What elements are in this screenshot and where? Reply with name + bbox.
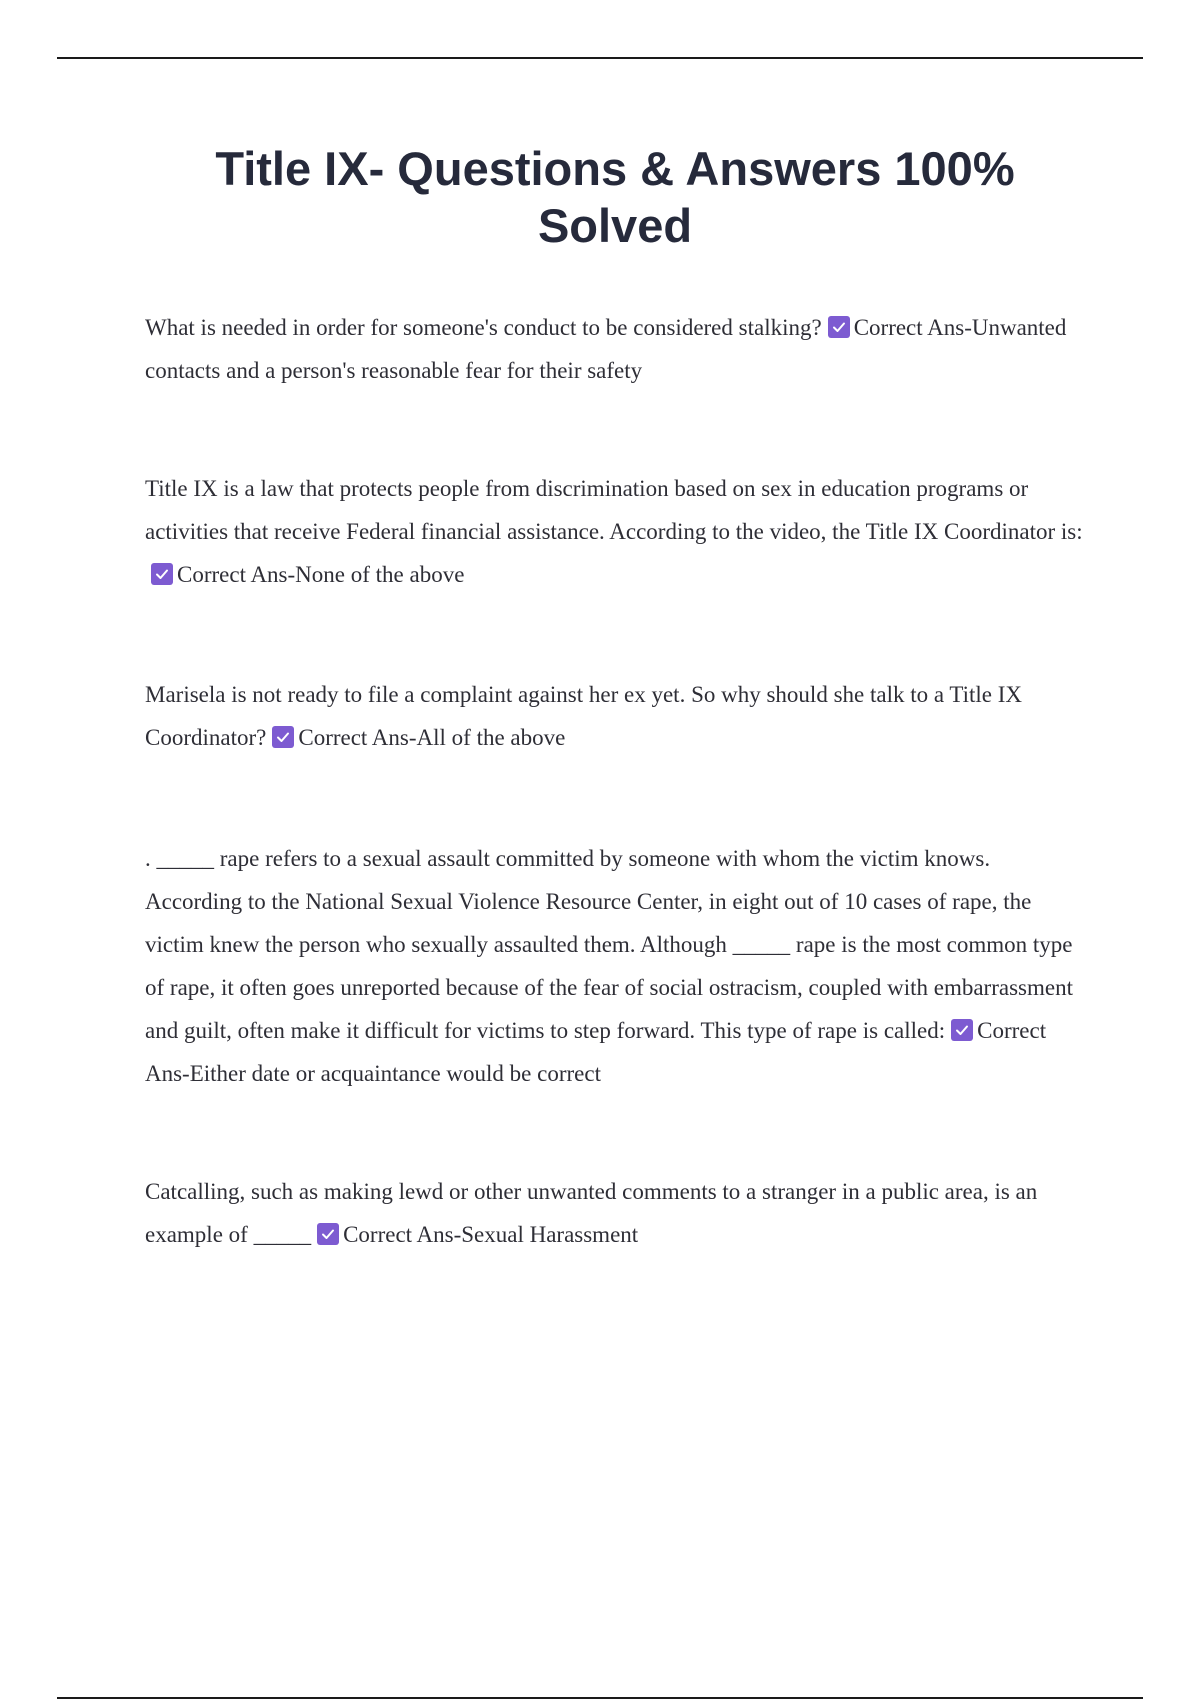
page-title: Title IX- Questions & Answers 100% Solved: [215, 142, 1015, 252]
answer-text: Correct Ans-All of the above: [298, 725, 566, 750]
check-box-icon: [951, 1019, 973, 1041]
top-rule: [57, 57, 1143, 59]
qa-item: [145, 837, 1090, 1170]
question-text: . _____ rape refers to a sexual assault committed by someone with whom the victim knows. According to the National Sexual Violence Resource Center, in eight out of 10 cases of rape, the victim knew the person who sexually assaulted them. Although _____ rape is the most common type of rape, it often goes unreported because of the fear of social ostracism, coupled with embarrassment and guilt, often make it difficult for victims to step forward. This type of rape is called:: [145, 846, 1073, 1043]
qa-item: [145, 1170, 1090, 1260]
check-box-icon: [272, 726, 294, 748]
answer-text: Correct Ans-Unwanted contacts and a person's reasonable fear for their safety: [145, 315, 1067, 383]
question-text: Catcalling, such as making lewd or other unwanted comments to a stranger in a public area, is an example of _____: [145, 1179, 1038, 1247]
qa-item: [145, 673, 1090, 837]
question-text: Title IX is a law that protects people from discrimination based on sex in education programs or activities that receive Federal financial assistance. According to the video, the Title IX Coordinator is:: [145, 476, 1083, 544]
bottom-rule: [57, 1697, 1143, 1699]
question-text: What is needed in order for someone's conduct to be considered stalking?: [145, 315, 822, 340]
answer-text: Correct Ans-Sexual Harassment: [343, 1222, 639, 1247]
check-box-icon: [317, 1223, 339, 1245]
question-text: Marisela is not ready to file a complaint against her ex yet. So why should she talk to a Title IX Coordinator?: [145, 682, 1023, 750]
answer-text: Correct Ans-Either date or acquaintance would be correct: [145, 1018, 1047, 1086]
check-box-icon: [828, 316, 850, 338]
check-box-icon: [151, 563, 173, 585]
qa-list: [145, 306, 1090, 1260]
answer-text: Correct Ans-None of the above: [177, 562, 465, 587]
qa-item: [145, 306, 1090, 467]
qa-item: [145, 467, 1090, 673]
